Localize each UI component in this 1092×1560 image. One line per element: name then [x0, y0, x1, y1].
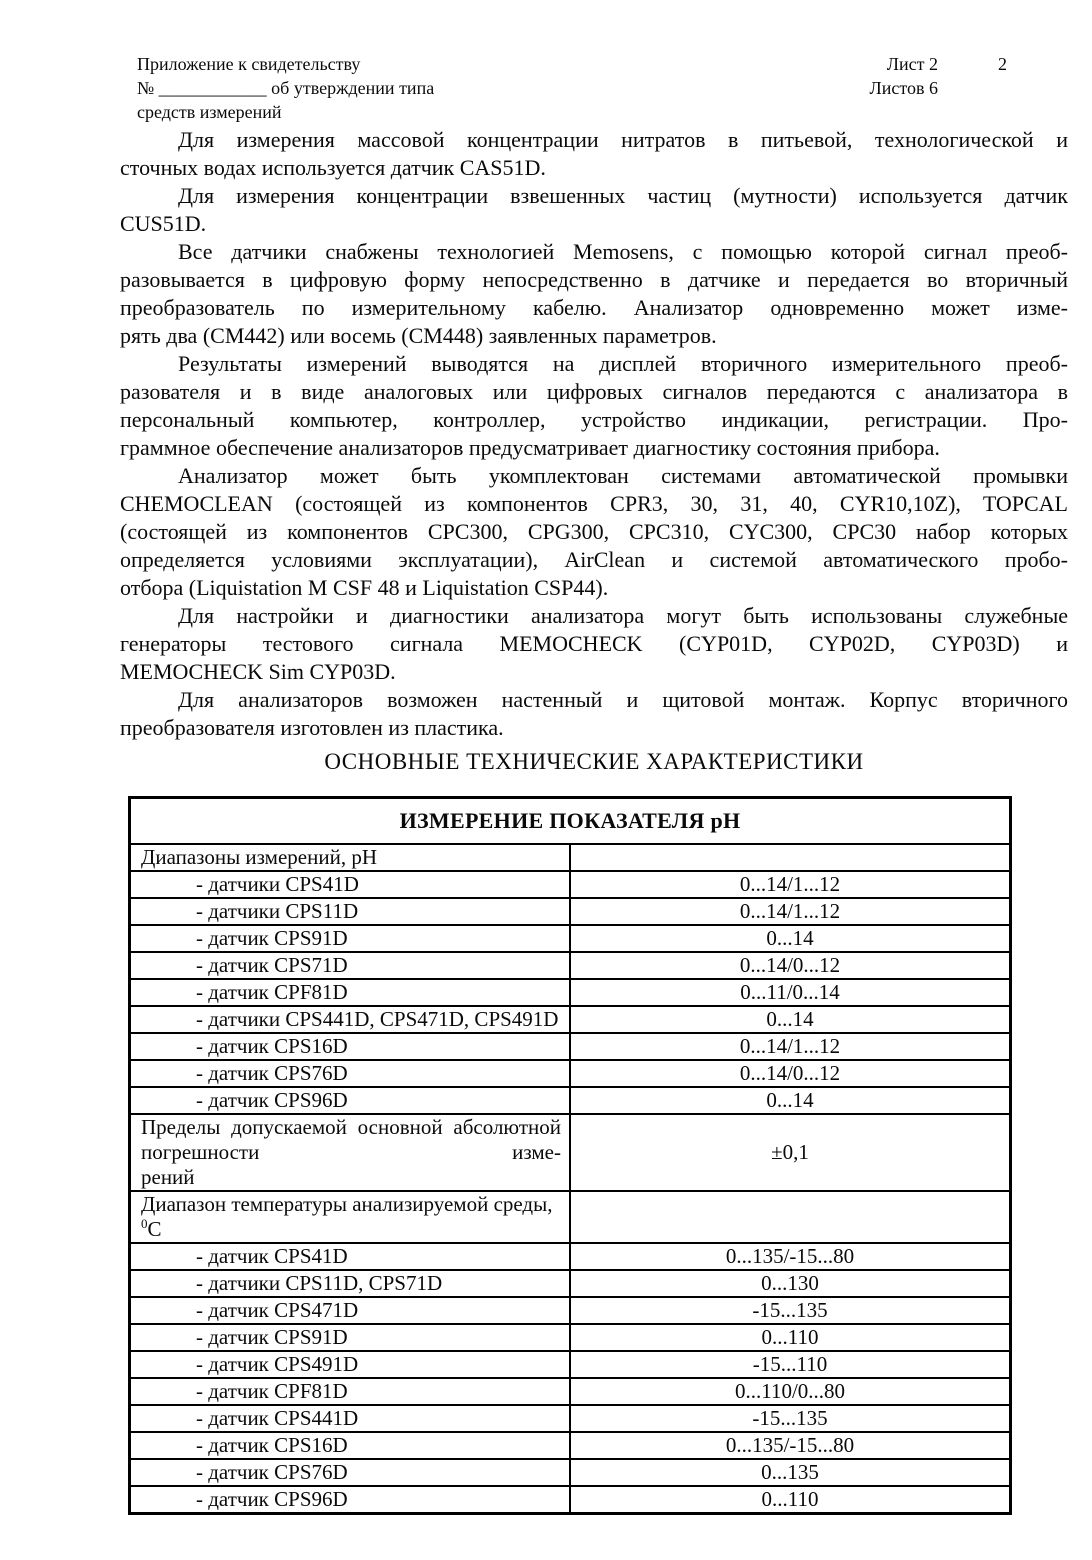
row-value: 0...14/1...12: [570, 871, 1011, 898]
paragraph: [120, 462, 1068, 602]
page-content: [120, 126, 1068, 1515]
table-row: [130, 1060, 1011, 1087]
paragraph: [120, 350, 1068, 462]
annex-note: [137, 52, 434, 124]
row-value: 0...110/0...80: [570, 1378, 1011, 1405]
row-label: - датчик CPS71D: [130, 952, 571, 979]
table-row: [130, 1087, 1011, 1114]
row-value: 0...14/0...12: [570, 952, 1011, 979]
row-value: [570, 1191, 1011, 1243]
annex-note-line-3: средств измерений: [137, 102, 282, 122]
sheet-number: Лист 2: [886, 54, 938, 74]
table-row: [130, 979, 1011, 1006]
text-line: разовывается в цифровую форму непосредственно в датчике и передается во вторичный: [120, 267, 1068, 292]
text-line: сточных водах используется датчик CAS51D.: [120, 155, 546, 180]
table-title: ИЗМЕРЕНИЕ ПОКАЗАТЕЛЯ pH: [130, 798, 1011, 844]
text-line: Для анализаторов возможен настенный и щитовой монтаж. Корпус вторичного: [178, 687, 1068, 712]
row-value: 0...110: [570, 1324, 1011, 1351]
text-line: Для измерения концентрации взвешенных частиц (мутности) используется датчик: [178, 183, 1068, 208]
row-label: - датчик CPF81D: [130, 1378, 571, 1405]
text-line: Анализатор может быть укомплектован системами автоматической промывки: [178, 463, 1068, 488]
paragraph: [120, 602, 1068, 686]
sheets-total: Листов 6: [869, 78, 938, 98]
table-row: [130, 1486, 1011, 1514]
table-row: [130, 1324, 1011, 1351]
row-value: 0...130: [570, 1270, 1011, 1297]
table-row: [130, 1191, 1011, 1243]
sheet-info: [870, 52, 938, 100]
row-value: 0...14: [570, 1006, 1011, 1033]
row-label: Диапазон температуры анализируемой среды, $^0$С: [130, 1191, 571, 1243]
text-line: разователя и в виде аналоговых или цифровых сигналов передаются с анализатора в: [120, 379, 1068, 404]
table-row: [130, 1114, 1011, 1191]
row-label: Диапазоны измерений, pH: [130, 844, 571, 871]
row-label: - датчик CPS491D: [130, 1351, 571, 1378]
paragraph: [120, 238, 1068, 350]
table-row: [130, 1270, 1011, 1297]
paragraph: [120, 686, 1068, 742]
table-row: [130, 1459, 1011, 1486]
body-text: [120, 126, 1068, 742]
table-row: [130, 1378, 1011, 1405]
text-line: Все датчики снабжены технологией Memosens, с помощью которой сигнал преоб-: [178, 239, 1068, 264]
row-label: Пределы допускаемой основной абсолютной погрешности изме- рений: [130, 1114, 571, 1191]
table-row: [130, 844, 1011, 871]
text-line: Для настройки и диагностики анализатора могут быть использованы служебные: [178, 603, 1068, 628]
page-number: 2: [998, 54, 1007, 74]
row-value: -15...110: [570, 1351, 1011, 1378]
row-value: 0...14/0...12: [570, 1060, 1011, 1087]
text-line: генераторы тестового сигнала MEMOCHECK (CYP01D, CYP02D, CYP03D) и: [120, 631, 1068, 656]
table-row: [130, 1033, 1011, 1060]
text-line: CHEMOCLEAN (состоящей из компонентов CPR3, 30, 31, 40, CYR10,10Z), TOPCAL: [120, 491, 1068, 516]
text-line: рять два (СМ442) или восемь (СМ448) заявленных параметров.: [120, 323, 717, 348]
table-title-row: [130, 798, 1011, 844]
row-value: 0...110: [570, 1486, 1011, 1514]
ph-measurement-table: [128, 796, 1012, 1515]
ph-table-body: [130, 798, 1011, 1514]
row-label: - датчик CPS76D: [130, 1459, 571, 1486]
annex-note-line-2: № ____________ об утверждении типа: [137, 78, 435, 98]
row-value: 0...135/-15...80: [570, 1432, 1011, 1459]
table-row: [130, 1405, 1011, 1432]
text-line: отбора (Liquistation M CSF 48 и Liquistation CSP44).: [120, 575, 609, 600]
table-row: [130, 952, 1011, 979]
table-row: [130, 1243, 1011, 1270]
row-label: - датчик CPS471D: [130, 1297, 571, 1324]
table-row: [130, 898, 1011, 925]
row-value: ±0,1: [570, 1114, 1011, 1191]
table-row: [130, 1351, 1011, 1378]
row-label: - датчик CPS96D: [130, 1087, 571, 1114]
text-line: преобразователь по измерительному кабелю. Анализатор одновременно может изме-: [120, 295, 1068, 320]
row-label: - датчик CPS16D: [130, 1033, 571, 1060]
text-line: Для измерения массовой концентрации нитратов в питьевой, технологической и: [178, 127, 1068, 152]
row-value: 0...14: [570, 1087, 1011, 1114]
table-row: [130, 1432, 1011, 1459]
table-row: [130, 1006, 1011, 1033]
row-label: - датчик CPS76D: [130, 1060, 571, 1087]
text-line: преобразователя изготовлен из пластика.: [120, 715, 504, 740]
text-line: граммное обеспечение анализаторов предусматривает диагностику состояния прибора.: [120, 435, 940, 460]
paragraph: [120, 126, 1068, 182]
table-row: [130, 871, 1011, 898]
annex-note-line-1: Приложение к свидетельству: [137, 54, 361, 74]
row-value: [570, 844, 1011, 871]
row-label: - датчики CPS11D: [130, 898, 571, 925]
row-label: - датчик CPS91D: [130, 1324, 571, 1351]
table-row: [130, 1297, 1011, 1324]
row-value: 0...14: [570, 925, 1011, 952]
row-label: - датчик CPS96D: [130, 1486, 571, 1514]
row-value: -15...135: [570, 1297, 1011, 1324]
text-line: MEMOCHECK Sim CYP03D.: [120, 659, 396, 684]
row-label: - датчик CPS91D: [130, 925, 571, 952]
row-label: - датчики CPS11D, CPS71D: [130, 1270, 571, 1297]
row-value: -15...135: [570, 1405, 1011, 1432]
paragraph: [120, 182, 1068, 238]
row-value: 0...14/1...12: [570, 1033, 1011, 1060]
row-label: - датчик CPS16D: [130, 1432, 571, 1459]
row-label: - датчики CPS441D, CPS471D, CPS491D: [130, 1006, 571, 1033]
section-title: ОСНОВНЫЕ ТЕХНИЧЕСКИЕ ХАРАКТЕРИСТИКИ: [324, 749, 864, 774]
text-line: персональный компьютер, контроллер, устройство индикации, регистрации. Про-: [120, 407, 1068, 432]
row-value: 0...135: [570, 1459, 1011, 1486]
row-label: - датчики CPS41D: [130, 871, 571, 898]
text-line: (состоящей из компонентов CPC300, CPG300, CPC310, CYC300, CPC30 набор которых: [120, 519, 1068, 544]
text-line: CUS51D.: [120, 211, 207, 236]
row-label: - датчик CPS41D: [130, 1243, 571, 1270]
row-label: - датчик CPF81D: [130, 979, 571, 1006]
row-value: 0...14/1...12: [570, 898, 1011, 925]
text-line: определяется условиями эксплуатации), AirClean и системой автоматического пробо-: [120, 547, 1068, 572]
table-row: [130, 925, 1011, 952]
row-value: 0...11/0...14: [570, 979, 1011, 1006]
row-value: 0...135/-15...80: [570, 1243, 1011, 1270]
text-line: Результаты измерений выводятся на дисплей вторичного измерительного преоб-: [178, 351, 1068, 376]
row-label: - датчик CPS441D: [130, 1405, 571, 1432]
